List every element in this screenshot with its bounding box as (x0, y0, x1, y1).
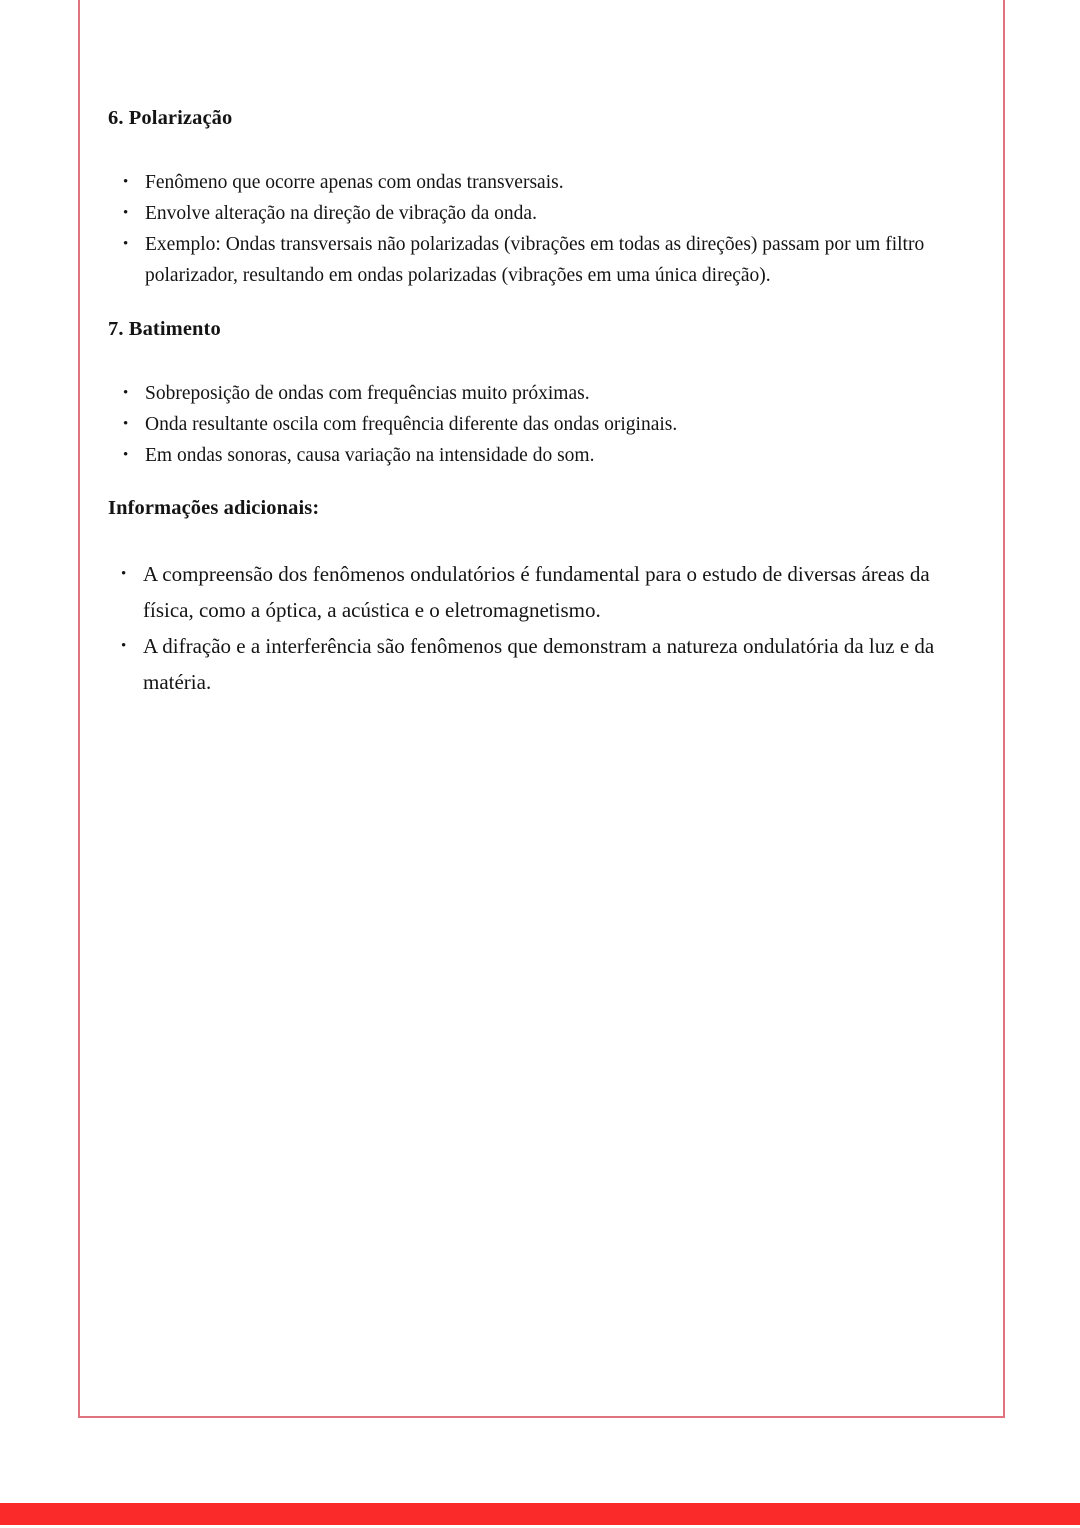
list-item: • Exemplo: Ondas transversais não polarizadas (vibrações em todas as direções) passam por um filtro polarizador, resultando em ondas polarizadas (vibrações em uma única direção). (108, 229, 970, 291)
list-item: • A compreensão dos fenômenos ondulatórios é fundamental para o estudo de diversas áreas da física, como a óptica, a acústica e o eletromagnetismo. (108, 556, 978, 628)
list-item: • Em ondas sonoras, causa variação na intensidade do som. (108, 440, 970, 471)
list-item: • A difração e a interferência são fenômenos que demonstram a natureza ondulatória da luz e da matéria. (108, 628, 978, 700)
section-informacoes-adicionais (108, 496, 980, 522)
section-heading-informacoes-adicionais: Informações adicionais: (108, 497, 320, 519)
bullet-list-batimento (108, 378, 970, 471)
bullet-list-polarizacao (108, 167, 970, 291)
section-heading-batimento: 7. Batimento (108, 318, 221, 340)
section-polarizacao (108, 106, 980, 132)
list-item: • Onda resultante oscila com frequência diferente das ondas originais. (108, 409, 970, 440)
footer-red-band (0, 1503, 1080, 1525)
list-item: • Sobreposição de ondas com frequências muito próximas. (108, 378, 970, 409)
list-item: • Fenômeno que ocorre apenas com ondas transversais. (108, 167, 970, 198)
section-batimento (108, 317, 980, 343)
bullet-list-informacoes-adicionais (108, 556, 978, 700)
list-item: • Envolve alteração na direção de vibração da onda. (108, 198, 970, 229)
section-heading-polarizacao: 6. Polarização (108, 107, 233, 129)
